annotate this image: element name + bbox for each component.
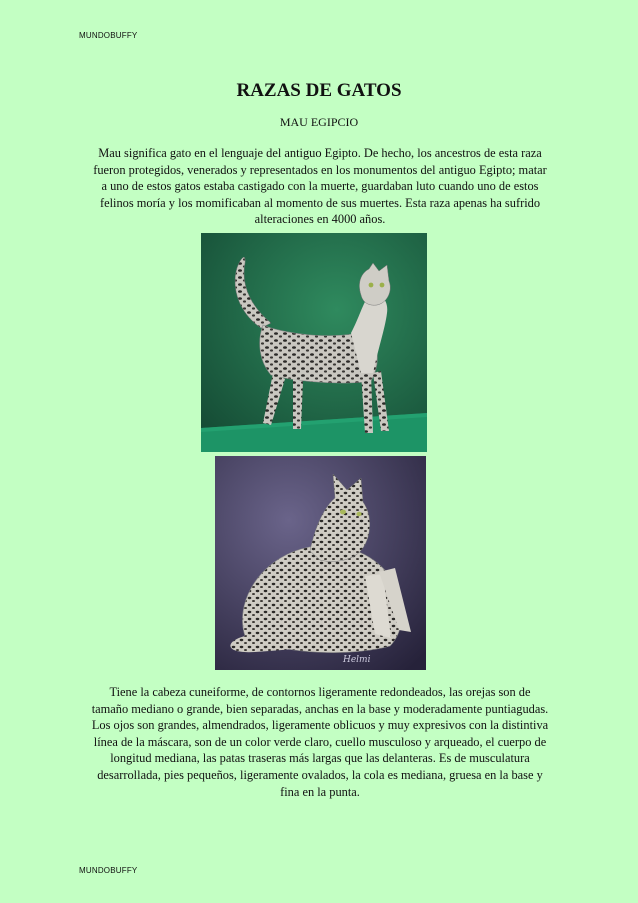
sitting-cat-photo — [215, 456, 426, 670]
page-title: RAZAS DE GATOS — [236, 80, 402, 101]
page-header: MUNDOBUFFY — [79, 31, 138, 40]
page-subtitle: MAU EGIPCIO — [279, 115, 359, 129]
description-paragraph: Tiene la cabeza cuneiforme, de contornos ligeramente redondeados, las orejas son de tamaño mediano o grande, bien separadas, anchas en la base y moderadamente puntiagudas. Los ojos son grandes, almendrados, ligeramente oblicuos y muy expresivos con la distintiva línea de la máscara, son de un color verde claro, cuello musculoso y arqueado, el cuerpo de longitud mediana, las patas traseras más largas que las delanteras. Es de musculatura desarrollada, pies pequeños, ligeramente ovalados, la cola es mediana, gruesa en la base y fina en la punta. — [91, 685, 549, 799]
standing-cat-photo — [201, 233, 427, 452]
intro-paragraph: Mau significa gato en el lenguaje del antiguo Egipto. De hecho, los ancestros de esta raza fueron protegidos, venerados y representados en los monumentos del antiguo Egipto; matar a uno de estos gatos estaba castigado con la muerte, guardaban luto cuando uno de estos felinos moría y los momificaban al momento de sus muertes. Esta raza apenas ha sufrido alteraciones en 4000 años. — [93, 146, 547, 227]
photo-signature: Helmi — [343, 655, 371, 665]
page-footer: MUNDOBUFFY — [79, 866, 138, 875]
